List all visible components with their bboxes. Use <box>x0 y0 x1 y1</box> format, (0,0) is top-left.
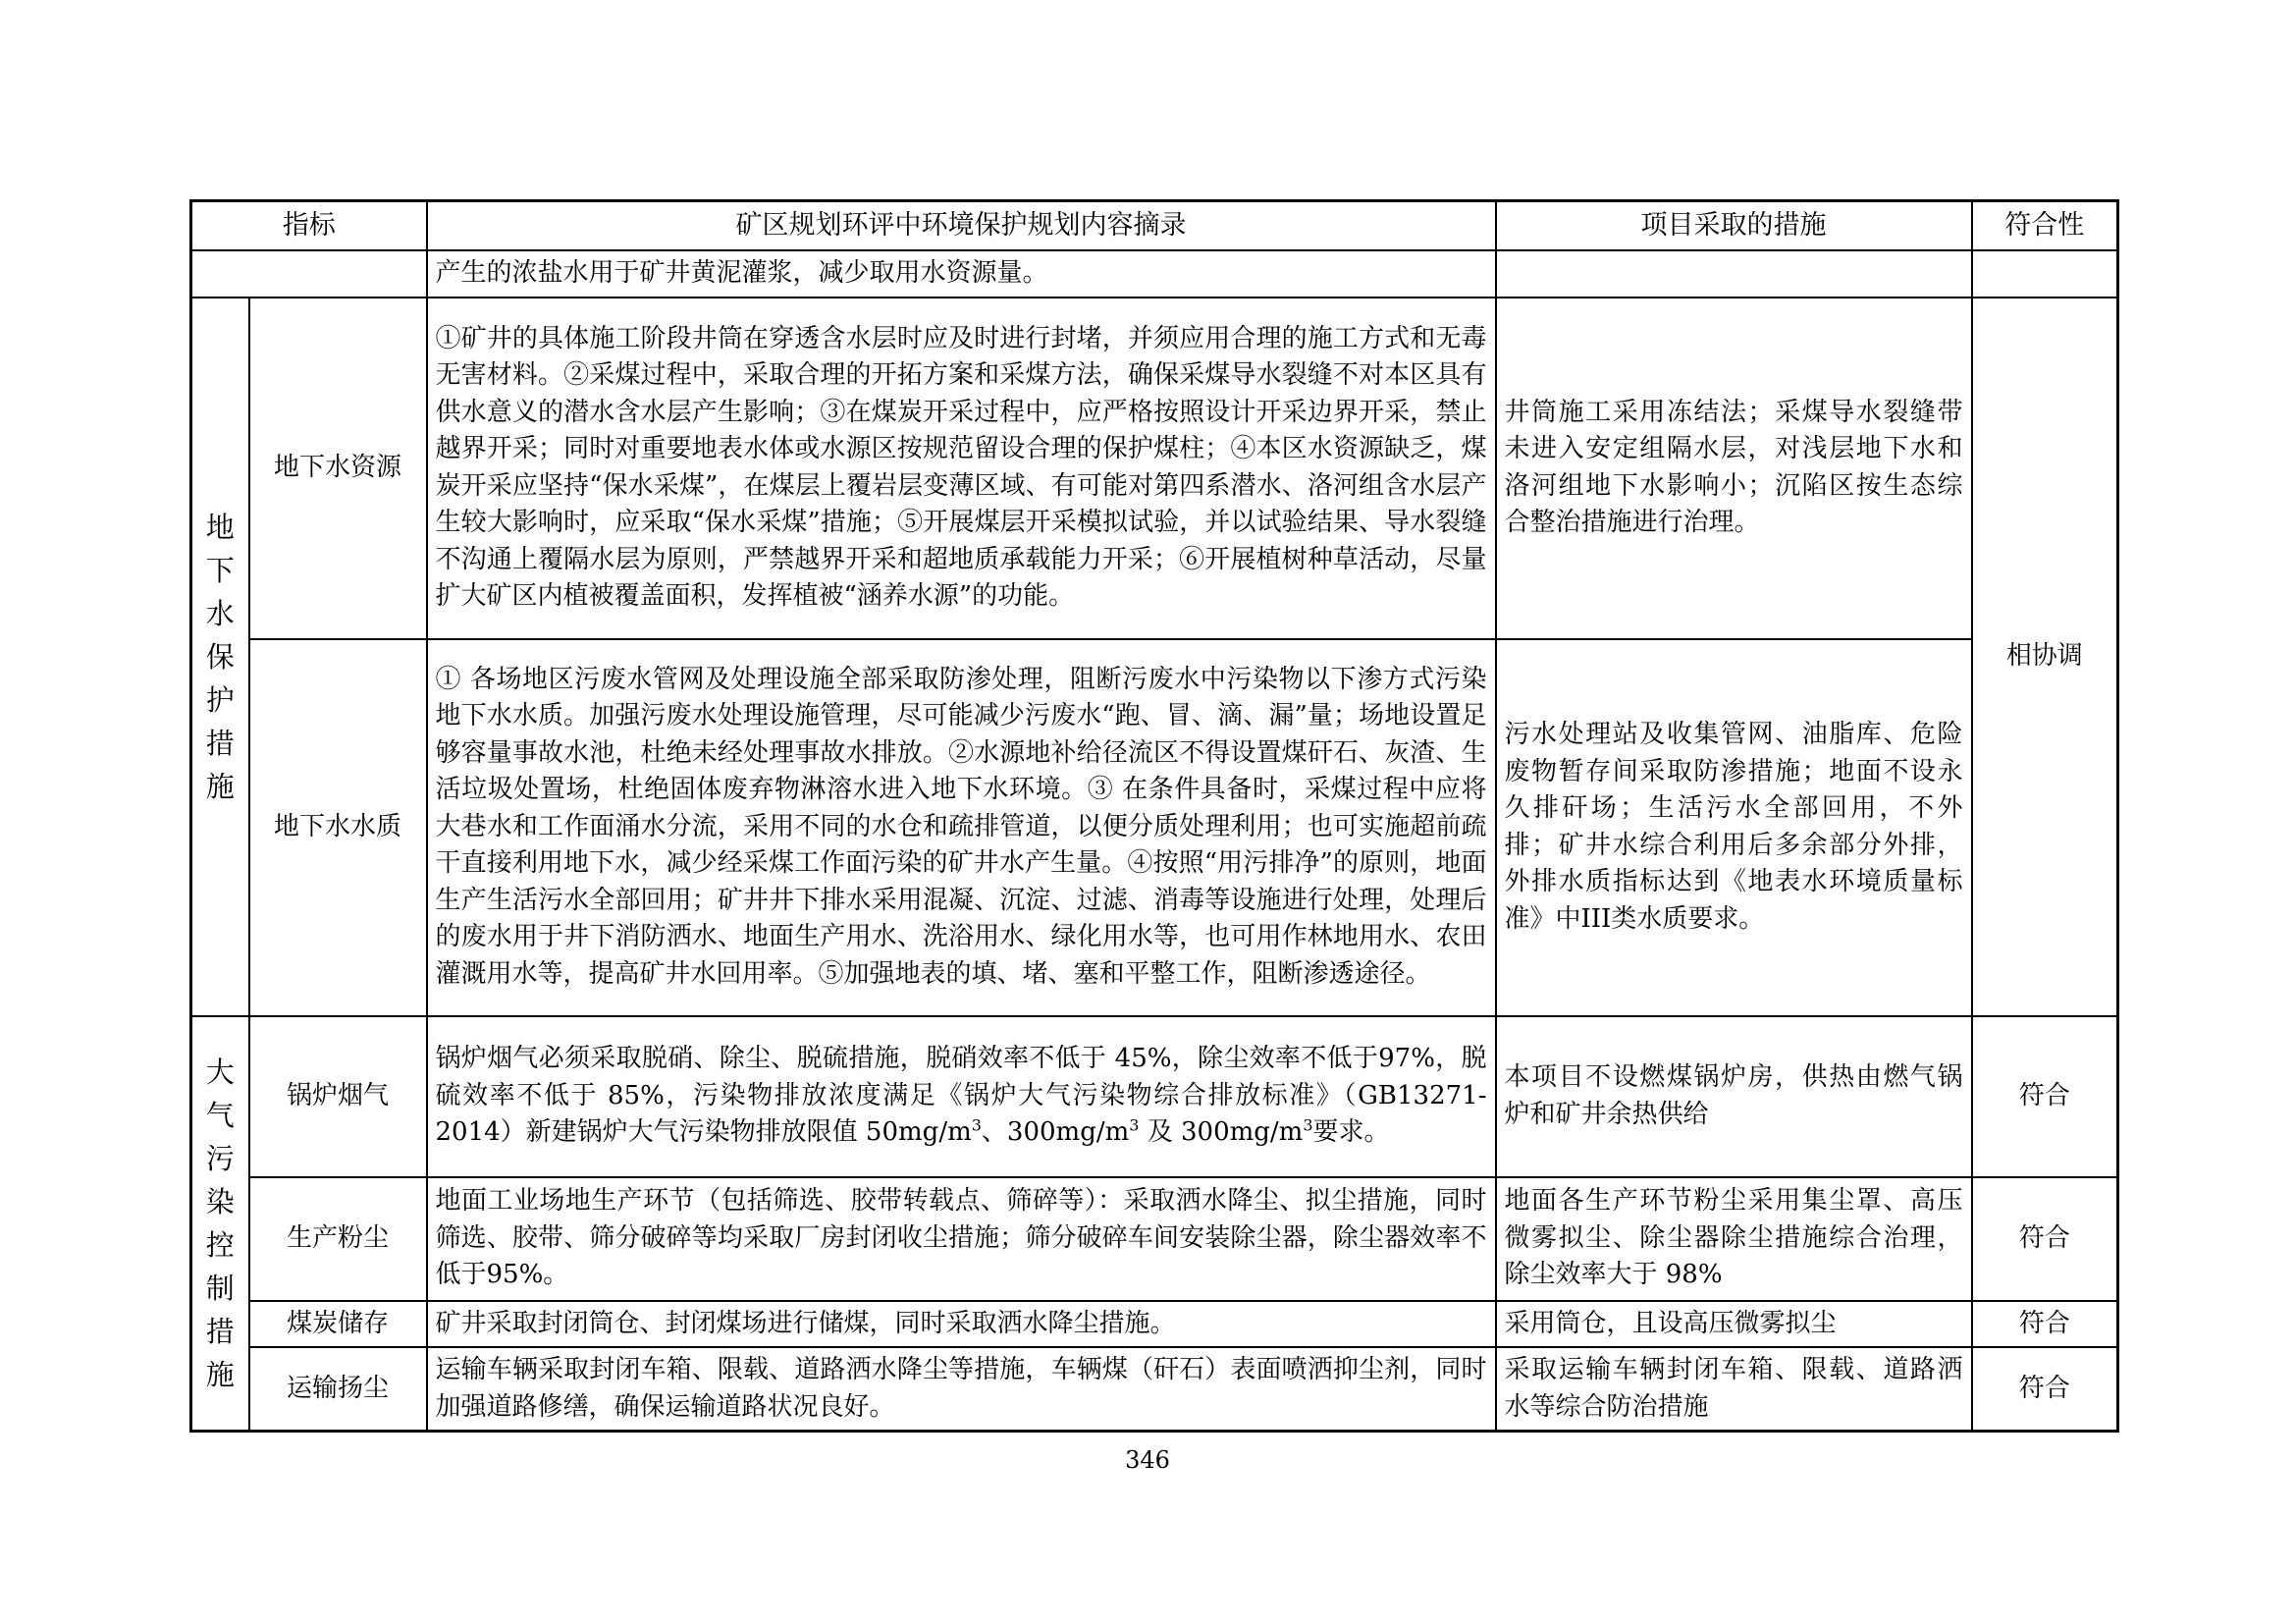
header-measures: 项目采取的措施 <box>1496 201 1972 251</box>
coal-storage-measures: 采用筒仓，且设高压微雾拟尘 <box>1496 1301 1972 1348</box>
page-number: 346 <box>1125 1446 1170 1474</box>
row-label-transport-dust: 运输扬尘 <box>249 1347 427 1432</box>
transport-dust-measures: 采取运输车辆封闭车箱、限载、道路洒水等综合防治措施 <box>1496 1347 1972 1432</box>
table-row <box>191 298 2118 639</box>
row-label-groundwater-quality: 地下水水质 <box>249 639 427 1016</box>
table-row <box>191 1177 2118 1301</box>
transport-dust-compliance: 符合 <box>1972 1347 2118 1432</box>
groundwater-resources-measures: 井筒施工采用冻结法；采煤导水裂缝带未进入安定组隔水层，对浅层地下水和洛河组地下水影响小；沉陷区按生态综合整治措施进行治理。 <box>1496 298 1972 639</box>
continuation-compliance-cell <box>1972 250 2118 298</box>
header-excerpt: 矿区规划环评中环境保护规划内容摘录 <box>427 201 1496 251</box>
groundwater-compliance: 相协调 <box>1972 298 2118 1016</box>
production-dust-excerpt: 地面工业场地生产环节（包括筛选、胶带转载点、筛碎等）：采取洒水降尘、拟尘措施，同时筛选、胶带、筛分破碎等均采取厂房封闭收尘措施；筛分破碎车间安装除尘器，除尘器效率不低于95%。 <box>427 1177 1496 1301</box>
row-label-boiler-flue-gas: 锅炉烟气 <box>249 1016 427 1177</box>
coal-storage-compliance: 符合 <box>1972 1301 2118 1348</box>
groundwater-quality-excerpt: ① 各场地区污废水管网及处理设施全部采取防渗处理，阻断污废水中污染物以下渗方式污染地下水水质。加强污废水处理设施管理，尽可能减少污废水“跑、冒、滴、漏”量；场地设置足够容量事故水池，杜绝未经处理事故水排放。②水源地补给径流区不得设置煤矸石、灰渣、生活垃圾处置场，杜绝固体废弃物淋溶水进入地下水环境。③ 在条件具备时，采煤过程中应将大巷水和工作面涌水分流，采用不同的水仓和疏排管道，以便分质处理利用；也可实施超前疏干直接利用地下水，减少经采煤工作面污染的矿井水产生量。④按照“用污排净”的原则，地面生产生活污水全部回用；矿井井下排水采用混凝、沉淀、过滤、消毒等设施进行处理，处理后的废水用于井下消防洒水、地面生产用水、洗浴用水、绿化用水等，也可用作林地用水、农田灌溉用水等，提高矿井水回用率。⑤加强地表的填、堵、塞和平整工作，阻断渗透途径。 <box>427 639 1496 1016</box>
groundwater-resources-excerpt: ①矿井的具体施工阶段井筒在穿透含水层时应及时进行封堵，并须应用合理的施工方式和无毒无害材料。②采煤过程中，采取合理的开拓方案和采煤方法，确保采煤导水裂缝不对本区具有供水意义的潜水含水层产生影响；③在煤炭开采过程中，应严格按照设计开采边界开采，禁止越界开采；同时对重要地表水体或水源区按规范留设合理的保护煤柱；④本区水资源缺乏，煤炭开采应坚持“保水采煤”，在煤层上覆岩层变薄区域、有可能对第四系潜水、洛河组含水层产生较大影响时，应采取“保水采煤”措施；⑤开展煤层开采模拟试验，并以试验结果、导水裂缝不沟通上覆隔水层为原则，严禁越界开采和超地质承载能力开采；⑥开展植树种草活动，尽量扩大矿区内植被覆盖面积，发挥植被“涵养水源”的功能。 <box>427 298 1496 639</box>
groundwater-quality-measures: 污水处理站及收集管网、油脂库、危险废物暂存间采取防渗措施；地面不设永久排矸场；生活污水全部回用，不外排；矿井水综合利用后多余部分外排，外排水质指标达到《地表水环境质量标准》中III类水质要求。 <box>1496 639 1972 1016</box>
header-compliance: 符合性 <box>1972 201 2118 251</box>
table-row <box>191 1016 2118 1177</box>
production-dust-measures: 地面各生产环节粉尘采用集尘罩、高压微雾拟尘、除尘器除尘措施综合治理，除尘效率大于 98% <box>1496 1177 1972 1301</box>
table-row <box>191 639 2118 1016</box>
boiler-flue-gas-excerpt: 锅炉烟气必须采取脱硝、除尘、脱硫措施，脱硝效率不低于 45%，除尘效率不低于97%，脱硫效率不低于 85%，污染物排放浓度满足《锅炉大气污染物综合排放标准》（GB13271-2014）新建锅炉大气污染物排放限值 $50mg/m^3$、$300mg/m^3$ 及 $300mg/m^3$要求。 <box>427 1016 1496 1177</box>
table-row <box>191 250 2118 298</box>
coal-storage-excerpt: 矿井采取封闭筒仓、封闭煤场进行储煤，同时采取洒水降尘措施。 <box>427 1301 1496 1348</box>
production-dust-compliance: 符合 <box>1972 1177 2118 1301</box>
transport-dust-excerpt: 运输车辆采取封闭车箱、限载、道路洒水降尘等措施，车辆煤（矸石）表面喷洒抑尘剂，同时加强道路修缮，确保运输道路状况良好。 <box>427 1347 1496 1432</box>
header-indicator: 指标 <box>191 201 427 251</box>
air-category: 大气污染控制措施 <box>191 1016 249 1432</box>
table-row <box>191 1301 2118 1348</box>
row-label-production-dust: 生产粉尘 <box>249 1177 427 1301</box>
groundwater-category: 地下水保护措施 <box>191 298 249 1016</box>
table-header-row <box>191 201 2118 251</box>
row-label-coal-storage: 煤炭储存 <box>249 1301 427 1348</box>
boiler-flue-gas-compliance: 符合 <box>1972 1016 2118 1177</box>
boiler-flue-gas-measures: 本项目不设燃煤锅炉房，供热由燃气锅炉和矿井余热供给 <box>1496 1016 1972 1177</box>
compliance-table <box>189 199 2119 1433</box>
continuation-measures-cell <box>1496 250 1972 298</box>
continuation-indicator-cell <box>191 250 427 298</box>
table-row <box>191 1347 2118 1432</box>
row-label-groundwater-resources: 地下水资源 <box>249 298 427 639</box>
continuation-excerpt: 产生的浓盐水用于矿井黄泥灌浆，减少取用水资源量。 <box>427 250 1496 298</box>
